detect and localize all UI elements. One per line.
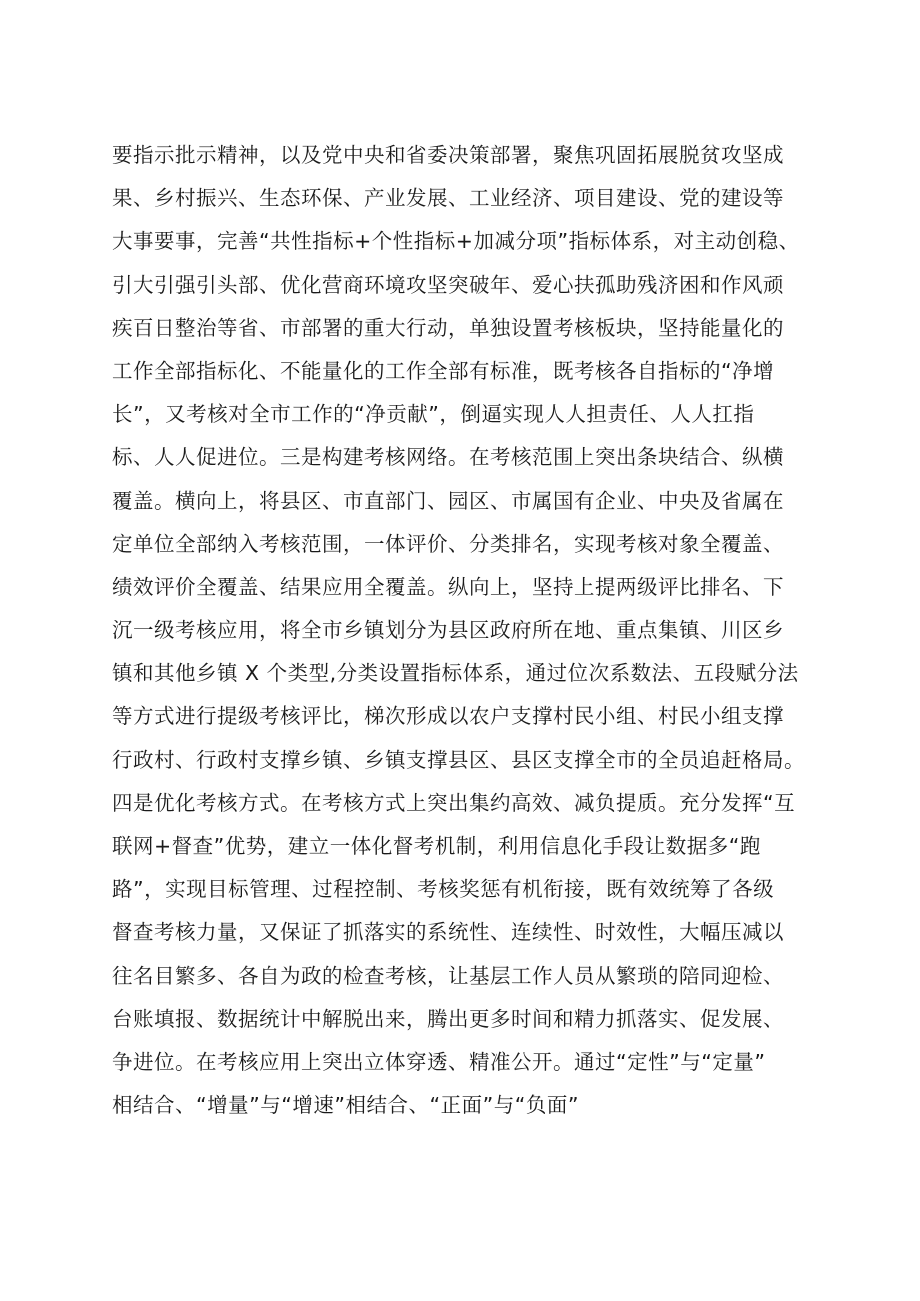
- text-line: 疾百日整治等省、市部署的重大行动，单独设置考核板块，坚持能量化的: [112, 315, 784, 340]
- body-paragraph: [112, 134, 812, 1127]
- text-line: 工作全部指标化、不能量化的工作全部有标准，既考核各自指标的“净增: [112, 358, 775, 383]
- text-line: 大事要事，完善“共性指标+个性指标+加减分项”指标体系，对主动创稳、: [112, 229, 800, 254]
- text-line: 督查考核力量，又保证了抓落实的系统性、连续性、时效性，大幅压减以: [112, 920, 784, 945]
- text-line: 相结合、“增量”与“增速”相结合、“正面”与“负面”: [112, 1093, 579, 1118]
- text-line: 果、乡村振兴、生态环保、产业发展、工业经济、项目建设、党的建设等: [112, 186, 784, 211]
- text-line: 镇和其他乡镇 X 个类型,分类设置指标体系，通过位次系数法、五段赋分法: [112, 661, 799, 686]
- text-line: 定单位全部纳入考核范围，一体评价、分类排名，实现考核对象全覆盖、: [112, 531, 784, 556]
- text-line: 引大引强引头部、优化营商环境攻坚突破年、爱心扶孤助残济困和作风顽: [112, 272, 784, 297]
- text-line: 联网+督查”优势，建立一体化督考机制，利用信息化手段让数据多“跑: [112, 834, 761, 858]
- text-line: 绩效评价全覆盖、结果应用全覆盖。纵向上，坚持上提两级评比排名、下: [112, 574, 784, 599]
- text-line: 台账填报、数据统计中解脱出来，腾出更多时间和精力抓落实、促发展、: [112, 1006, 784, 1031]
- text-line: 四是优化考核方式。在考核方式上突出集约高效、减负提质。充分发挥“互: [112, 790, 796, 815]
- text-line: 往名目繁多、各自为政的检查考核，让基层工作人员从繁琐的陪同迎检、: [112, 963, 784, 988]
- text-line: 要指示批示精神，以及党中央和省委决策部署，聚焦巩固拓展脱贫攻坚成: [112, 143, 784, 167]
- text-line: 标、人人促进位。三是构建考核网络。在考核范围上突出条块结合、纵横: [112, 445, 784, 470]
- text-line: 沉一级考核应用，将全市乡镇划分为县区政府所在地、重点集镇、川区乡: [112, 618, 784, 643]
- text-line: 行政村、行政村支撑乡镇、乡镇支撑县区、县区支撑全市的全员追赶格局。: [112, 747, 805, 772]
- text-line: 覆盖。横向上，将县区、市直部门、园区、市属国有企业、中央及省属在: [112, 488, 784, 513]
- text-line: 争进位。在考核应用上突出立体穿透、精准公开。通过“定性”与“定量”: [112, 1049, 766, 1074]
- text-line: 路”，实现目标管理、过程控制、考核奖惩有机衔接，既有效统筹了各级: [112, 877, 775, 902]
- text-line: 等方式进行提级考核评比，梯次形成以农户支撑村民小组、村民小组支撑: [112, 704, 784, 729]
- text-line: 长”，又考核对全市工作的“净贡献”，倒逼实现人人担责任、人人扛指: [112, 402, 755, 427]
